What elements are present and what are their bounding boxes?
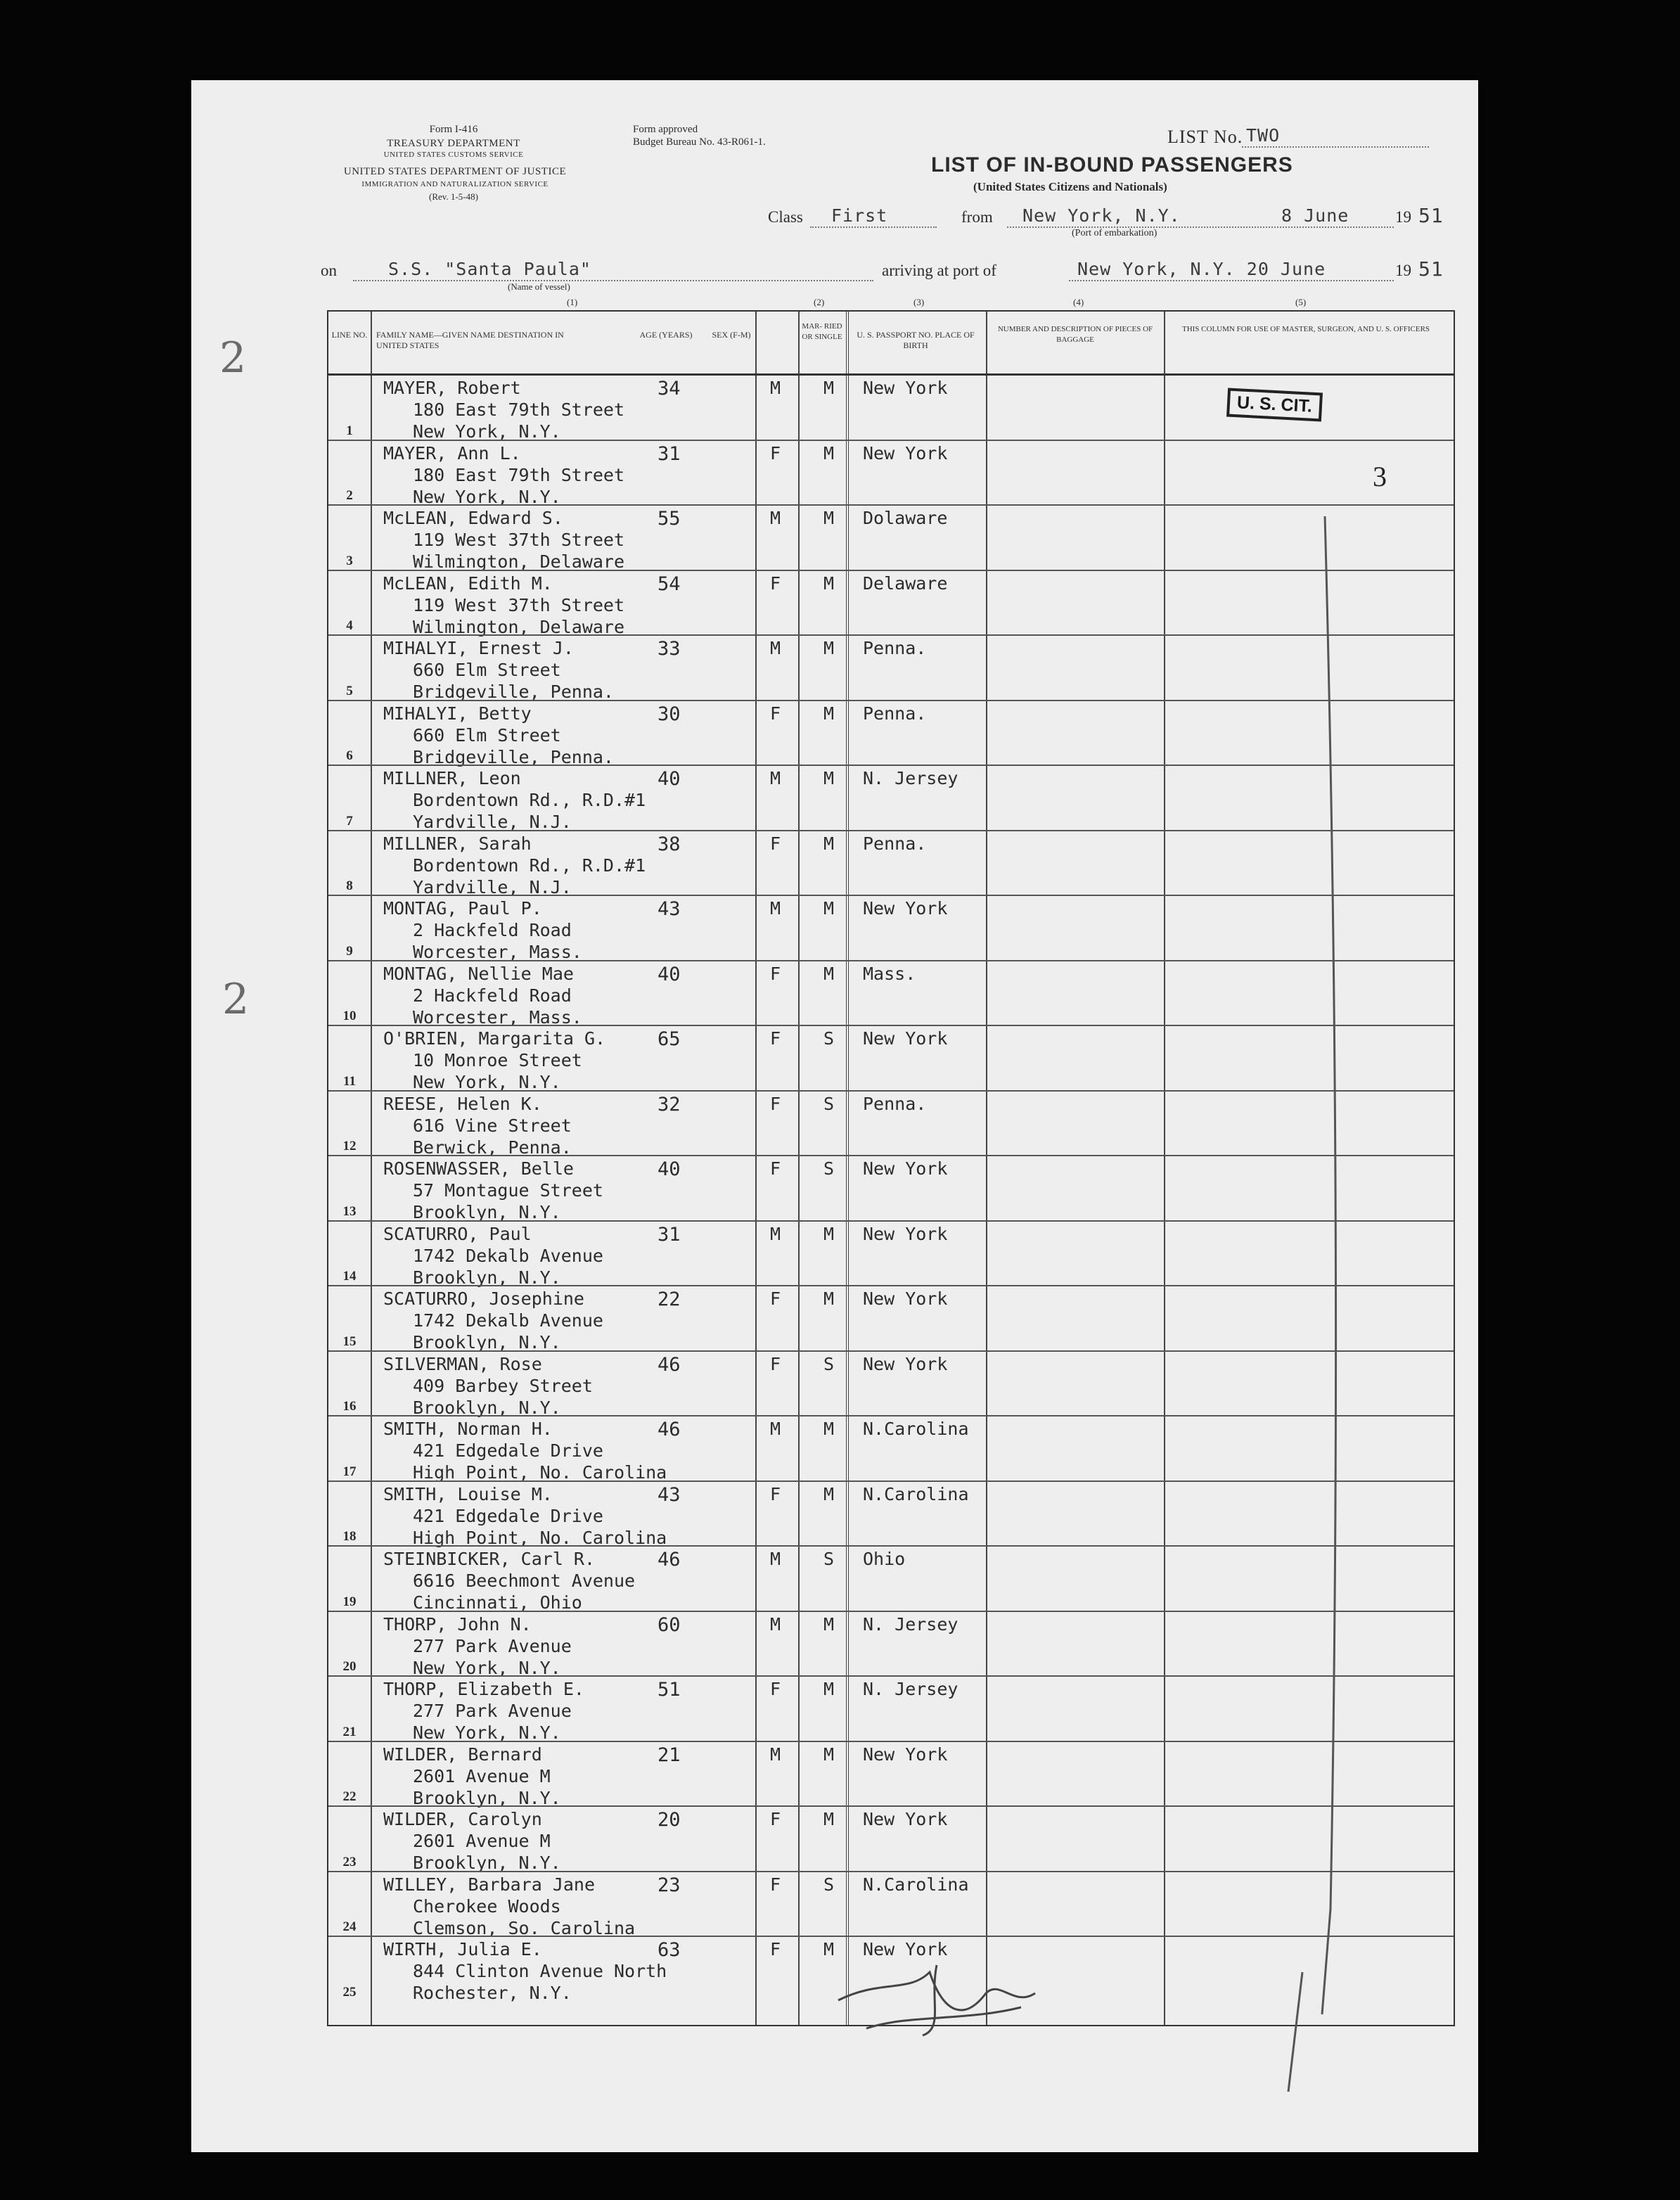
- passenger-age: 38: [658, 833, 681, 855]
- line-number: 6: [346, 748, 353, 763]
- manifest-page: [191, 80, 1478, 2152]
- passenger-age: 30: [658, 703, 681, 725]
- column-number-1: (1): [567, 297, 578, 307]
- passenger-birthplace: New York: [863, 1353, 948, 1374]
- passenger-birthplace: New York: [863, 1939, 948, 1959]
- passenger-address: 277 Park Avenue New York, N.Y.: [413, 1635, 572, 1678]
- passenger-age: 63: [658, 1939, 681, 1961]
- line-number: 4: [346, 618, 353, 633]
- passenger-birthplace: New York: [863, 1809, 948, 1829]
- passenger-sex: F: [770, 833, 781, 854]
- passenger-address: 180 East 79th Street New York, N.Y.: [413, 464, 625, 507]
- passenger-age: 40: [658, 768, 681, 790]
- approval-line-2: Budget Bureau No. 43-R061-1.: [633, 136, 766, 148]
- arriving-label: arriving at port of: [882, 262, 996, 279]
- passenger-name: MAYER, Robert: [383, 378, 521, 398]
- line-number: 11: [343, 1073, 356, 1089]
- revision-date: (Rev. 1-5-48): [429, 191, 478, 202]
- passenger-age: 34: [658, 378, 681, 399]
- passenger-age: 60: [658, 1613, 681, 1636]
- passenger-sex: F: [770, 703, 781, 724]
- passenger-marital-status: S: [823, 1093, 835, 1114]
- col-header-name: FAMILY NAME—GIVEN NAME DESTINATION IN UNITED STATES: [376, 330, 564, 350]
- passenger-name: SILVERMAN, Rose: [383, 1353, 542, 1374]
- passenger-marital-status: M: [823, 833, 835, 854]
- passenger-sex: F: [770, 963, 781, 984]
- passenger-marital-status: M: [823, 963, 835, 984]
- line-number: 22: [342, 1789, 357, 1804]
- page-subtitle: (United States Citizens and Nationals): [973, 180, 1167, 193]
- line-number: 3: [346, 553, 353, 568]
- passenger-sex: F: [770, 1939, 781, 1959]
- col-header-baggage: NUMBER AND DESCRIPTION OF PIECES OF BAGGAGE: [997, 325, 1153, 344]
- passenger-birthplace: N. Jersey: [863, 1613, 958, 1635]
- arrival-year: 51: [1418, 257, 1444, 281]
- passenger-address: 6616 Beechmont Avenue Cincinnati, Ohio: [413, 1571, 636, 1613]
- passenger-marital-status: M: [823, 1679, 835, 1699]
- passenger-sex: F: [770, 1679, 781, 1699]
- passenger-marital-status: M: [823, 1744, 835, 1765]
- passenger-marital-status: S: [823, 1874, 835, 1895]
- passenger-marital-status: S: [823, 1549, 835, 1569]
- passenger-sex: M: [770, 1549, 781, 1569]
- passenger-sex: M: [770, 768, 781, 788]
- line-number: 15: [342, 1334, 357, 1349]
- passenger-marital-status: M: [823, 768, 835, 788]
- passenger-address: 2 Hackfeld Road Worcester, Mass.: [413, 985, 582, 1028]
- passenger-age: 21: [658, 1744, 681, 1766]
- margin-pencil-mark: 2: [219, 333, 247, 383]
- passenger-name: O'BRIEN, Margarita G.: [383, 1028, 606, 1049]
- list-number-value: TWO: [1246, 125, 1281, 146]
- passenger-birthplace: Ohio: [863, 1549, 906, 1569]
- passenger-name: McLEAN, Edward S.: [383, 508, 563, 528]
- passenger-age: 32: [658, 1093, 681, 1115]
- passenger-name: WILDER, Bernard: [383, 1744, 542, 1765]
- passenger-age: 31: [658, 442, 681, 465]
- passenger-age: 65: [658, 1028, 681, 1050]
- passenger-sex: F: [770, 1288, 781, 1309]
- passenger-birthplace: New York: [863, 378, 948, 398]
- passenger-marital-status: M: [823, 508, 835, 528]
- passenger-address: 180 East 79th Street New York, N.Y.: [413, 399, 625, 442]
- passenger-birthplace: New York: [863, 1223, 948, 1244]
- passenger-address: 57 Montague Street Brooklyn, N.Y.: [413, 1180, 603, 1222]
- col-header-officers: THIS COLUMN FOR USE OF MASTER, SURGEON, AND U. S. OFFICERS: [1181, 325, 1430, 333]
- column-number-2: (2): [814, 297, 825, 307]
- passenger-marital-status: M: [823, 1939, 835, 1959]
- line-number: 21: [342, 1724, 357, 1739]
- from-date: 8 June: [1281, 205, 1349, 226]
- line-number: 14: [342, 1269, 357, 1284]
- passenger-name: MIHALYI, Ernest J.: [383, 638, 574, 658]
- passenger-sex: F: [770, 1093, 781, 1114]
- us-citizen-stamp: U. S. CIT.: [1226, 388, 1323, 421]
- agency-ins: IMMIGRATION AND NATURALIZATION SERVICE: [361, 180, 549, 188]
- passenger-address: 660 Elm Street Bridgeville, Penna.: [413, 724, 614, 767]
- passenger-age: 46: [658, 1353, 681, 1376]
- passenger-name: MONTAG, Nellie Mae: [383, 963, 574, 984]
- passenger-age: 22: [658, 1288, 681, 1310]
- passenger-age: 33: [658, 638, 681, 660]
- form-number: Form I-416: [429, 124, 478, 135]
- passenger-name: SMITH, Louise M.: [383, 1483, 553, 1504]
- line-number: 23: [342, 1854, 357, 1869]
- passenger-name: SCATURRO, Paul: [383, 1223, 532, 1244]
- passenger-name: SCATURRO, Josephine: [383, 1288, 584, 1309]
- passenger-sex: F: [770, 1874, 781, 1895]
- from-year: 51: [1418, 204, 1444, 227]
- passenger-marital-status: M: [823, 573, 835, 594]
- line-number: 18: [342, 1529, 357, 1544]
- passenger-sex: M: [770, 1613, 781, 1635]
- line-number: 8: [346, 878, 353, 893]
- from-label: from: [961, 208, 993, 226]
- line-number: 5: [346, 683, 353, 698]
- passenger-name: REESE, Helen K.: [383, 1093, 542, 1114]
- line-number: 24: [342, 1919, 357, 1934]
- passenger-name: ROSENWASSER, Belle: [383, 1158, 574, 1179]
- class-value: First: [831, 205, 888, 226]
- passenger-birthplace: N.Carolina: [863, 1419, 969, 1439]
- passenger-sex: M: [770, 898, 781, 919]
- officer-check-line: [1260, 418, 1345, 2106]
- column-number-4: (4): [1073, 297, 1084, 307]
- line-number: 9: [346, 943, 353, 959]
- passenger-name: MAYER, Ann L.: [383, 442, 521, 463]
- passenger-name: WILLEY, Barbara Jane: [383, 1874, 596, 1895]
- officer-signature: [824, 1951, 1077, 2057]
- page-title: LIST OF IN-BOUND PASSENGERS: [931, 153, 1293, 177]
- line-number: 16: [342, 1399, 357, 1414]
- passenger-sex: F: [770, 1483, 781, 1504]
- passenger-birthplace: Dolaware: [863, 508, 948, 528]
- passenger-marital-status: M: [823, 1223, 835, 1244]
- column-number-5: (5): [1295, 297, 1307, 307]
- passenger-birthplace: New York: [863, 1744, 948, 1765]
- passenger-name: WILDER, Carolyn: [383, 1809, 542, 1829]
- passenger-birthplace: Penna.: [863, 703, 927, 724]
- port-note: (Port of embarkation): [1072, 228, 1158, 238]
- passenger-address: Cherokee Woods Clemson, So. Carolina: [413, 1895, 636, 1938]
- passenger-address: 660 Elm Street Bridgeville, Penna.: [413, 660, 614, 702]
- passenger-birthplace: Penna.: [863, 638, 927, 658]
- vessel-name: S.S. "Santa Paula": [388, 259, 591, 279]
- passenger-birthplace: Penna.: [863, 833, 927, 854]
- col-header-line: LINE NO.: [331, 330, 368, 340]
- passenger-marital-status: M: [823, 1419, 835, 1439]
- passenger-name: THORP, Elizabeth E.: [383, 1679, 584, 1699]
- passenger-marital-status: M: [823, 442, 835, 463]
- passenger-address: 119 West 37th Street Wilmington, Delaware: [413, 530, 625, 572]
- passenger-name: MONTAG, Paul P.: [383, 898, 542, 919]
- list-number-label: LIST No.: [1167, 127, 1243, 147]
- passenger-age: 51: [658, 1679, 681, 1701]
- passenger-age: 31: [658, 1223, 681, 1246]
- passenger-age: 46: [658, 1549, 681, 1571]
- passenger-age: 43: [658, 1483, 681, 1506]
- line-number: 17: [342, 1464, 357, 1479]
- passenger-address: 2601 Avenue M Brooklyn, N.Y.: [413, 1765, 561, 1808]
- passenger-marital-status: S: [823, 1353, 835, 1374]
- passenger-address: 409 Barbey Street Brooklyn, N.Y.: [413, 1375, 593, 1418]
- passenger-name: SMITH, Norman H.: [383, 1419, 553, 1439]
- passenger-sex: M: [770, 508, 781, 528]
- passenger-birthplace: New York: [863, 1028, 948, 1049]
- passenger-age: 23: [658, 1874, 681, 1896]
- passenger-sex: F: [770, 1809, 781, 1829]
- passenger-marital-status: M: [823, 1809, 835, 1829]
- approval-line-1: Form approved: [633, 124, 698, 135]
- passenger-sex: M: [770, 1419, 781, 1439]
- line-number: 12: [342, 1139, 357, 1153]
- passenger-age: 46: [658, 1419, 681, 1440]
- passenger-age: 40: [658, 1158, 681, 1180]
- passenger-birthplace: Penna.: [863, 1093, 927, 1114]
- line-number: 13: [342, 1203, 357, 1219]
- col-header-age: AGE (YEARS): [639, 330, 693, 340]
- passenger-birthplace: N. Jersey: [863, 768, 958, 788]
- agency-customs: UNITED STATES CUSTOMS SERVICE: [383, 151, 524, 159]
- passenger-sex: M: [770, 638, 781, 658]
- passenger-marital-status: M: [823, 898, 835, 919]
- passenger-address: 119 West 37th Street Wilmington, Delaware: [413, 594, 625, 637]
- passenger-address: 1742 Dekalb Avenue Brooklyn, N.Y.: [413, 1245, 603, 1288]
- agency-treasury: TREASURY DEPARTMENT: [387, 138, 520, 149]
- from-year-prefix: 19: [1395, 208, 1411, 226]
- passenger-sex: M: [770, 1744, 781, 1765]
- line-number: 1: [346, 423, 353, 438]
- passenger-name: McLEAN, Edith M.: [383, 573, 553, 594]
- passenger-birthplace: New York: [863, 442, 948, 463]
- passenger-name: THORP, John N.: [383, 1613, 532, 1635]
- passenger-address: 277 Park Avenue New York, N.Y.: [413, 1701, 572, 1743]
- line-number: 2: [346, 488, 353, 503]
- passenger-sex: F: [770, 442, 781, 463]
- arrival-port-date: New York, N.Y. 20 June: [1077, 259, 1326, 279]
- passenger-marital-status: S: [823, 1028, 835, 1049]
- passenger-age: 40: [658, 963, 681, 985]
- passenger-birthplace: New York: [863, 1288, 948, 1309]
- passenger-address: Bordentown Rd., R.D.#1 Yardville, N.J.: [413, 790, 646, 832]
- passenger-birthplace: Mass.: [863, 963, 916, 984]
- passenger-marital-status: M: [823, 1613, 835, 1635]
- passenger-birthplace: N.Carolina: [863, 1483, 969, 1504]
- column-number-3: (3): [913, 297, 925, 307]
- passenger-marital-status: S: [823, 1158, 835, 1179]
- passenger-name: STEINBICKER, Carl R.: [383, 1549, 596, 1569]
- passenger-sex: F: [770, 1158, 781, 1179]
- passenger-address: 10 Monroe Street New York, N.Y.: [413, 1050, 582, 1092]
- passenger-age: 55: [658, 508, 681, 530]
- passenger-address: Bordentown Rd., R.D.#1 Yardville, N.J.: [413, 855, 646, 897]
- passenger-name: WIRTH, Julia E.: [383, 1939, 542, 1959]
- passenger-address: 421 Edgedale Drive High Point, No. Carolina: [413, 1440, 667, 1483]
- margin-pencil-mark: 2: [222, 975, 250, 1024]
- agency-justice: UNITED STATES DEPARTMENT OF JUSTICE: [343, 166, 567, 177]
- passenger-birthplace: N. Jersey: [863, 1679, 958, 1699]
- passenger-birthplace: New York: [863, 898, 948, 919]
- class-label: Class: [768, 208, 803, 226]
- passenger-marital-status: M: [823, 638, 835, 658]
- passenger-birthplace: New York: [863, 1158, 948, 1179]
- passenger-address: 2601 Avenue M Brooklyn, N.Y.: [413, 1831, 561, 1873]
- vessel-note: (Name of vessel): [508, 281, 570, 292]
- passenger-address: 616 Vine Street Berwick, Penna.: [413, 1115, 572, 1158]
- officer-count: 3: [1373, 461, 1387, 492]
- passenger-address: 421 Edgedale Drive High Point, No. Carolina: [413, 1505, 667, 1548]
- line-number: 20: [342, 1659, 357, 1674]
- passenger-marital-status: M: [823, 703, 835, 724]
- passenger-age: 54: [658, 573, 681, 595]
- passenger-marital-status: M: [823, 1483, 835, 1504]
- passenger-address: 1742 Dekalb Avenue Brooklyn, N.Y.: [413, 1310, 603, 1352]
- col-header-married: MAR- RIED OR SINGLE: [802, 322, 842, 341]
- line-number: 25: [342, 1984, 357, 2000]
- passenger-age: 43: [658, 898, 681, 920]
- passenger-sex: F: [770, 1028, 781, 1049]
- passenger-marital-status: M: [823, 1288, 835, 1309]
- line-number: 7: [346, 813, 353, 829]
- passenger-name: MIHALYI, Betty: [383, 703, 532, 724]
- passenger-name: MILLNER, Leon: [383, 768, 521, 788]
- passenger-age: 20: [658, 1809, 681, 1831]
- passenger-address: 2 Hackfeld Road Worcester, Mass.: [413, 920, 582, 962]
- passenger-address: 844 Clinton Avenue North Rochester, N.Y.: [413, 1961, 667, 2003]
- passenger-sex: M: [770, 378, 781, 398]
- passenger-birthplace: N.Carolina: [863, 1874, 969, 1895]
- line-number: 10: [342, 1009, 357, 1023]
- passenger-marital-status: M: [823, 378, 835, 398]
- passenger-sex: F: [770, 1353, 781, 1374]
- passenger-name: MILLNER, Sarah: [383, 833, 532, 854]
- from-port: New York, N.Y.: [1022, 205, 1181, 226]
- passenger-sex: M: [770, 1223, 781, 1244]
- col-header-passport: U. S. PASSPORT NO. PLACE OF BIRTH: [857, 330, 975, 350]
- on-label: on: [321, 262, 337, 279]
- arrival-year-prefix: 19: [1395, 262, 1411, 279]
- passenger-sex: F: [770, 573, 781, 594]
- line-number: 19: [342, 1594, 357, 1609]
- passenger-birthplace: Delaware: [863, 573, 948, 594]
- col-header-sex: SEX (F-M): [712, 330, 751, 340]
